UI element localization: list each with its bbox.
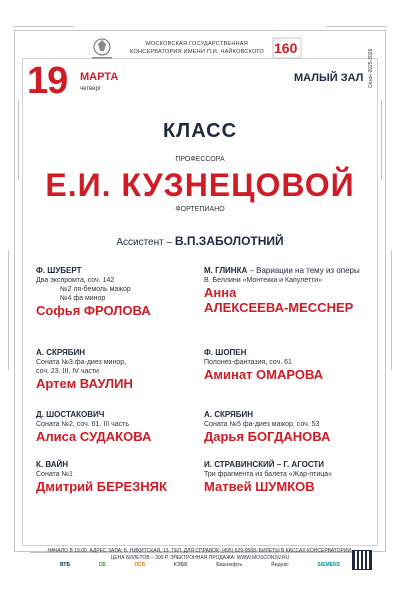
program-item [36,460,196,494]
work-line: Соната №1 [36,471,73,478]
work-line: В. Беллини «Монтекки и Капулетти» [204,277,323,284]
class-heading: КЛАСС [162,120,238,142]
anniversary-number: 160 [274,40,298,56]
performer: Дарья БОГДАНОВА [204,429,331,444]
program-item [204,348,376,382]
season-label: Сезон 2025-2026 [368,48,374,88]
assistant-line [0,234,400,248]
sponsor-logos [60,562,340,568]
program-item [204,460,376,494]
work-line: Соната №5 фа-диез мажор, соч. 53 [204,421,320,428]
ministry-emblem-icon [88,36,116,62]
work-line: №2 ля-бемоль мажор [60,286,131,293]
work-line: Соната №3 фа-диез минор, [36,359,127,366]
composer-note: – Вариации на тему из оперы [247,266,360,275]
frame-ornament [326,26,386,27]
hall-name: МАЛЫЙ ЗАЛ [294,72,364,84]
sponsor-logo: Башнефть [216,562,243,568]
performer: Матвей ШУМКОВ [204,479,315,494]
footer-line: НАЧАЛО В 19:00. АДРЕС ЗАЛА: Б. НИКИТСКАЯ, 13. ТЕЛ. ДЛЯ СПРАВОК: (495) 629-9568. БИЛЕТЫ В КАССАХ КОНСЕРВАТОРИИ. [47,548,353,554]
sponsor-logo: СБ [98,562,106,568]
frame-ornament [8,250,9,370]
program-item [36,348,196,391]
performer: Аминат ОМАРОВА [204,367,324,382]
date-weekday: четверг [80,86,101,92]
program-item [36,266,196,318]
footer-info [20,548,380,562]
date-month: МАРТА [80,71,119,83]
composer: Ф. ШОПЕН [204,348,247,357]
work-line: Полонез-фантазия, соч. 61 [204,359,292,366]
frame-ornament [391,250,392,370]
work-line: Три фрагмента из балета «Жар-птица» [204,471,333,478]
composer: М. ГЛИНКА [204,266,248,275]
performer: АЛЕКСЕЕВА-МЕССНЕР [204,300,354,315]
work-line: Два экспромта, соч. 142 [36,277,115,284]
work-line: №4 фа минор [60,295,106,302]
professor-label: ПРОФЕССОРА [175,156,225,163]
composer: Ф. ШУБЕРТ [36,266,82,275]
sponsor-logo: ВТБ [60,562,71,568]
performer: Артем ВАУЛИН [36,376,133,391]
composer: А. СКРЯБИН [204,410,254,419]
footer-line: ЦЕНА БИЛЕТОВ – 300 Р. ЭЛЕКТРОННАЯ ПРОДАЖА: WWW.MOSCONSV.RU [110,555,290,561]
sponsor-logo: ПСБ [134,562,146,568]
performer: Алиса СУДАКОВА [36,429,152,444]
performer: Дмитрий БЕРЕЗНЯК [36,479,167,494]
program-item [36,410,196,444]
composer: К. ВАЙН [36,460,69,469]
institution-name: МОСКОВСКАЯ ГОСУДАРСТВЕННАЯ КОНСЕРВАТОРИЯ ИМЕНИ П.И. ЧАЙКОВСКОГО [130,41,264,55]
performer: Софья ФРОЛОВА [36,303,151,318]
work-line: соч. 23. III, IV части [36,368,99,375]
composer-line [204,266,376,276]
program-item [204,266,376,315]
composer: И. СТРАВИНСКИЙ – Г. АГОСТИ [204,460,325,469]
performer: Анна [204,285,237,300]
assistant-name: В.П.ЗАБОЛОТНИЙ [174,234,284,248]
professor-name: Е.И. КУЗНЕЦОВОЙ [45,167,355,203]
program-item [204,410,376,444]
sponsor-logo: Яндекс [271,562,289,568]
anniversary-logo [272,36,302,60]
sponsor-logo: КЭББ [173,562,188,568]
frame-ornament [14,26,74,27]
date-day: 19 [27,60,68,102]
instrument-label: ФОРТЕПИАНО [175,206,225,213]
composer: Д. ШОСТАКОВИЧ [36,410,105,419]
work-line: Соната №2, соч. 61. III часть [36,421,130,428]
assistant-label: Ассистент – [116,237,173,248]
sponsor-logo: SIEMENS [317,562,340,568]
composer: А. СКРЯБИН [36,348,86,357]
qr-code [352,550,372,570]
